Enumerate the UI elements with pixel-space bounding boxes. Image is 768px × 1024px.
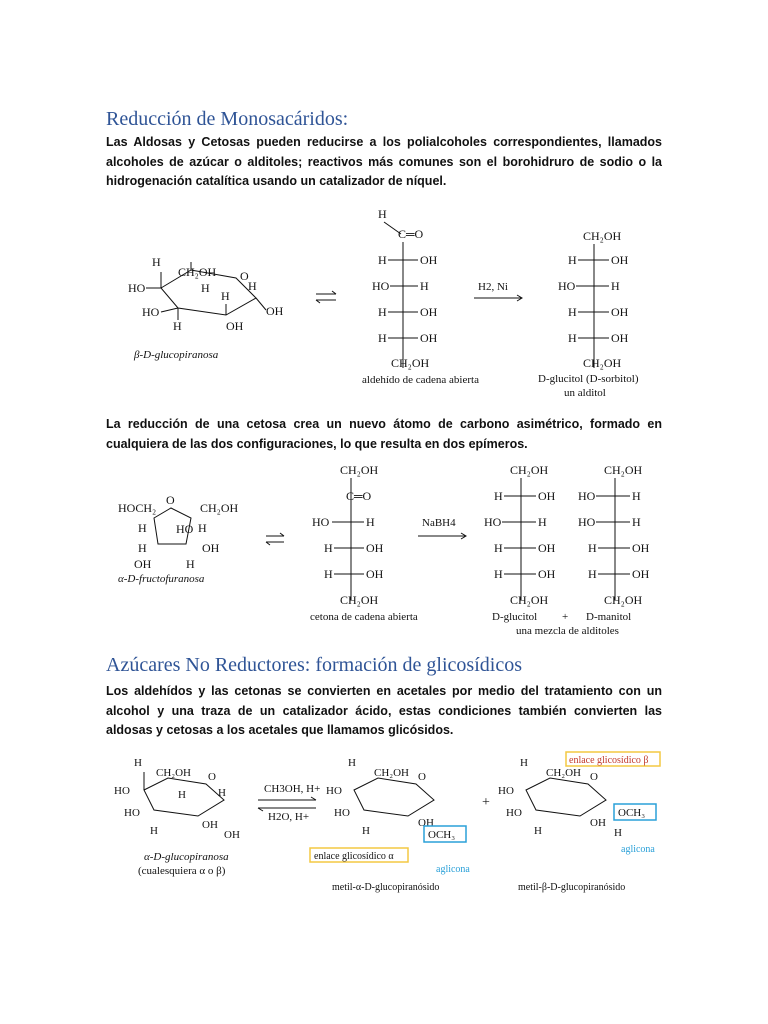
svg-text:OH: OH (538, 567, 556, 581)
svg-text:CH₂OH: CH₂OH (510, 593, 549, 607)
svg-text:OH: OH (266, 304, 284, 318)
caption-any-alpha-beta: (cualesquiera α o β) (138, 865, 226, 877)
svg-text:O: O (166, 493, 175, 507)
svg-text:HO: HO (176, 522, 194, 536)
svg-text:H: H (366, 515, 375, 529)
svg-text:H: H (568, 331, 577, 345)
svg-text:OH: OH (632, 567, 650, 581)
svg-text:OH: OH (226, 319, 244, 333)
svg-text:H: H (173, 319, 182, 333)
caption-alpha-glucopyranose: α-D-glucopiranosa (144, 851, 229, 863)
svg-text:OH: OH (611, 305, 629, 319)
svg-text:O: O (590, 771, 598, 783)
svg-text:H: H (538, 515, 547, 529)
svg-text:H: H (186, 557, 195, 571)
svg-text:O: O (240, 269, 249, 283)
caption-alditol: un alditol (564, 387, 606, 399)
svg-text:HO: HO (578, 515, 596, 529)
svg-text:CH₂OH: CH₂OH (583, 229, 622, 243)
svg-text:CH₂OH: CH₂OH (391, 356, 430, 370)
caption-d-glucitol-2: D-glucitol (492, 611, 538, 623)
svg-text:OH: OH (611, 331, 629, 345)
svg-text:OH: OH (611, 253, 629, 267)
svg-text:H: H (324, 541, 333, 555)
svg-text:OH: OH (224, 829, 240, 841)
svg-text:H: H (494, 567, 503, 581)
svg-text:OH: OH (202, 541, 220, 555)
svg-text:H: H (494, 541, 503, 555)
svg-text:H: H (378, 331, 387, 345)
svg-text:+: + (562, 611, 569, 623)
caption-beta-glucopyranose: β-D-glucopiranosa (134, 349, 219, 361)
svg-text:HO: HO (372, 279, 390, 293)
svg-text:HO: HO (484, 515, 502, 529)
svg-text:OH: OH (632, 541, 650, 555)
svg-text:OH: OH (366, 541, 384, 555)
svg-text:H: H (588, 541, 597, 555)
paragraph-reduccion-cetosa: La reducción de una cetosa crea un nuevo átomo de carbono asimétrico, formado en cualquiera de las dos configuraciones, lo que resulta en dos epímeros. (106, 417, 662, 451)
section-heading-reduccion: Reducción de Monosacáridos: (106, 108, 349, 130)
svg-text:H: H (378, 305, 387, 319)
svg-text:CH₂OH: CH₂OH (156, 767, 192, 779)
reagent-h2-ni: H2, Ni (478, 281, 508, 293)
svg-text:H: H (534, 825, 542, 837)
caption-alpha-fructofuranose: α-D-fructofuranosa (118, 573, 205, 585)
svg-text:HO: HO (578, 489, 596, 503)
svg-text:CH₂OH: CH₂OH (340, 593, 379, 607)
svg-text:OH: OH (420, 253, 438, 267)
svg-text:H: H (221, 289, 230, 303)
label-beta-glycosidic-bond: enlace glicosídico β (569, 755, 649, 766)
svg-text:OH: OH (418, 817, 434, 829)
label-aglycone-2: aglicona (621, 844, 655, 855)
figure-glycoside-formation (106, 750, 662, 900)
label-alpha-glycosidic-bond: enlace glicosídico α (314, 851, 394, 862)
svg-text:HO: HO (558, 279, 576, 293)
svg-text:OH: OH (420, 305, 438, 319)
svg-text:OH: OH (134, 557, 152, 571)
svg-text:HOCH₂: HOCH₂ (118, 501, 157, 515)
svg-text:HO: HO (506, 807, 522, 819)
figure-glucose-reduction (106, 200, 662, 400)
caption-d-glucitol: D-glucitol (D-sorbitol) (538, 373, 639, 385)
svg-text:OH: OH (202, 819, 218, 831)
svg-text:HO: HO (124, 807, 140, 819)
svg-text:H: H (494, 489, 503, 503)
svg-text:OH: OH (590, 817, 606, 829)
svg-text:H: H (248, 279, 257, 293)
svg-text:OCH₃: OCH₃ (428, 829, 456, 841)
svg-text:HO: HO (326, 785, 342, 797)
paragraph-reduccion-intro: Las Aldosas y Cetosas pueden reducirse a los polialcoholes correspondientes, llamados alcoholes de azúcar o alditoles; reactivos más comunes son el borohidruro de sodio o la hidrogenación catalítica usando un catalizador de níquel. (106, 135, 662, 188)
svg-text:CH₂OH: CH₂OH (178, 265, 217, 279)
svg-text:H: H (178, 789, 186, 801)
svg-text:O: O (418, 771, 426, 783)
svg-text:OCH₃: OCH₃ (618, 807, 646, 819)
svg-text:CH₂OH: CH₂OH (546, 767, 582, 779)
svg-text:CH₂OH: CH₂OH (200, 501, 239, 515)
svg-text:H: H (138, 521, 147, 535)
svg-text:C═O: C═O (398, 227, 424, 241)
svg-text:HO: HO (334, 807, 350, 819)
svg-text:HO: HO (128, 281, 146, 295)
svg-text:HO: HO (498, 785, 514, 797)
svg-text:OH: OH (538, 489, 556, 503)
svg-text:H: H (362, 825, 370, 837)
svg-text:H: H (218, 787, 226, 799)
svg-text:H: H (614, 827, 622, 839)
svg-text:H: H (378, 253, 387, 267)
svg-text:H: H (632, 489, 641, 503)
svg-text:H: H (201, 281, 210, 295)
svg-text:HO: HO (142, 305, 160, 319)
reagent-nabh4: NaBH4 (422, 517, 456, 529)
svg-text:H: H (420, 279, 429, 293)
svg-text:HO: HO (114, 785, 130, 797)
reagent-methanol: CH3OH, H+ (264, 783, 321, 795)
paragraph-glicosidos: Los aldehídos y las cetonas se convierten en acetales por medio del tratamiento con un alcohol y una traza de un catalizador ácido, estas condiciones también convierten las aldosas y cetosas a los acetales que llamamos glicósidos. (106, 684, 662, 737)
svg-text:H: H (138, 541, 147, 555)
svg-text:H: H (568, 305, 577, 319)
label-aglycone: aglicona (436, 864, 470, 875)
caption-open-chain-ketone: cetona de cadena abierta (310, 611, 418, 623)
reagent-water: H2O, H+ (268, 811, 310, 823)
svg-text:OH: OH (366, 567, 384, 581)
svg-text:H: H (588, 567, 597, 581)
figure-fructose-reduction (106, 460, 662, 640)
svg-text:H: H (632, 515, 641, 529)
svg-text:H: H (378, 207, 387, 221)
svg-text:H: H (150, 825, 158, 837)
svg-text:O: O (208, 771, 216, 783)
svg-text:C═O: C═O (346, 489, 372, 503)
svg-text:+: + (482, 795, 490, 810)
svg-text:CH₂OH: CH₂OH (374, 767, 410, 779)
svg-text:H: H (348, 757, 356, 769)
svg-text:HO: HO (312, 515, 330, 529)
svg-text:OH: OH (538, 541, 556, 555)
svg-text:CH₂OH: CH₂OH (510, 463, 549, 477)
svg-text:H: H (198, 521, 207, 535)
svg-text:H: H (152, 255, 161, 269)
svg-text:H: H (520, 757, 528, 769)
svg-text:CH₂OH: CH₂OH (604, 463, 643, 477)
svg-text:H: H (324, 567, 333, 581)
svg-text:H: H (568, 253, 577, 267)
caption-alditol-mix: una mezcla de alditoles (516, 625, 619, 637)
svg-text:CH₂OH: CH₂OH (340, 463, 379, 477)
svg-text:CH₂OH: CH₂OH (583, 356, 622, 370)
svg-text:CH₂OH: CH₂OH (604, 593, 643, 607)
svg-text:H: H (134, 757, 142, 769)
svg-text:H: H (611, 279, 620, 293)
caption-methyl-beta: metil-β-D-glucopiranósido (518, 882, 626, 893)
svg-text:OH: OH (420, 331, 438, 345)
caption-d-manitol: D-manitol (586, 611, 632, 623)
section-heading-no-reductores: Azúcares No Reductores: formación de glicosídicos (106, 654, 522, 676)
caption-methyl-alpha: metil-α-D-glucopiranósido (332, 882, 440, 893)
caption-open-chain-aldehyde: aldehído de cadena abierta (362, 374, 479, 386)
